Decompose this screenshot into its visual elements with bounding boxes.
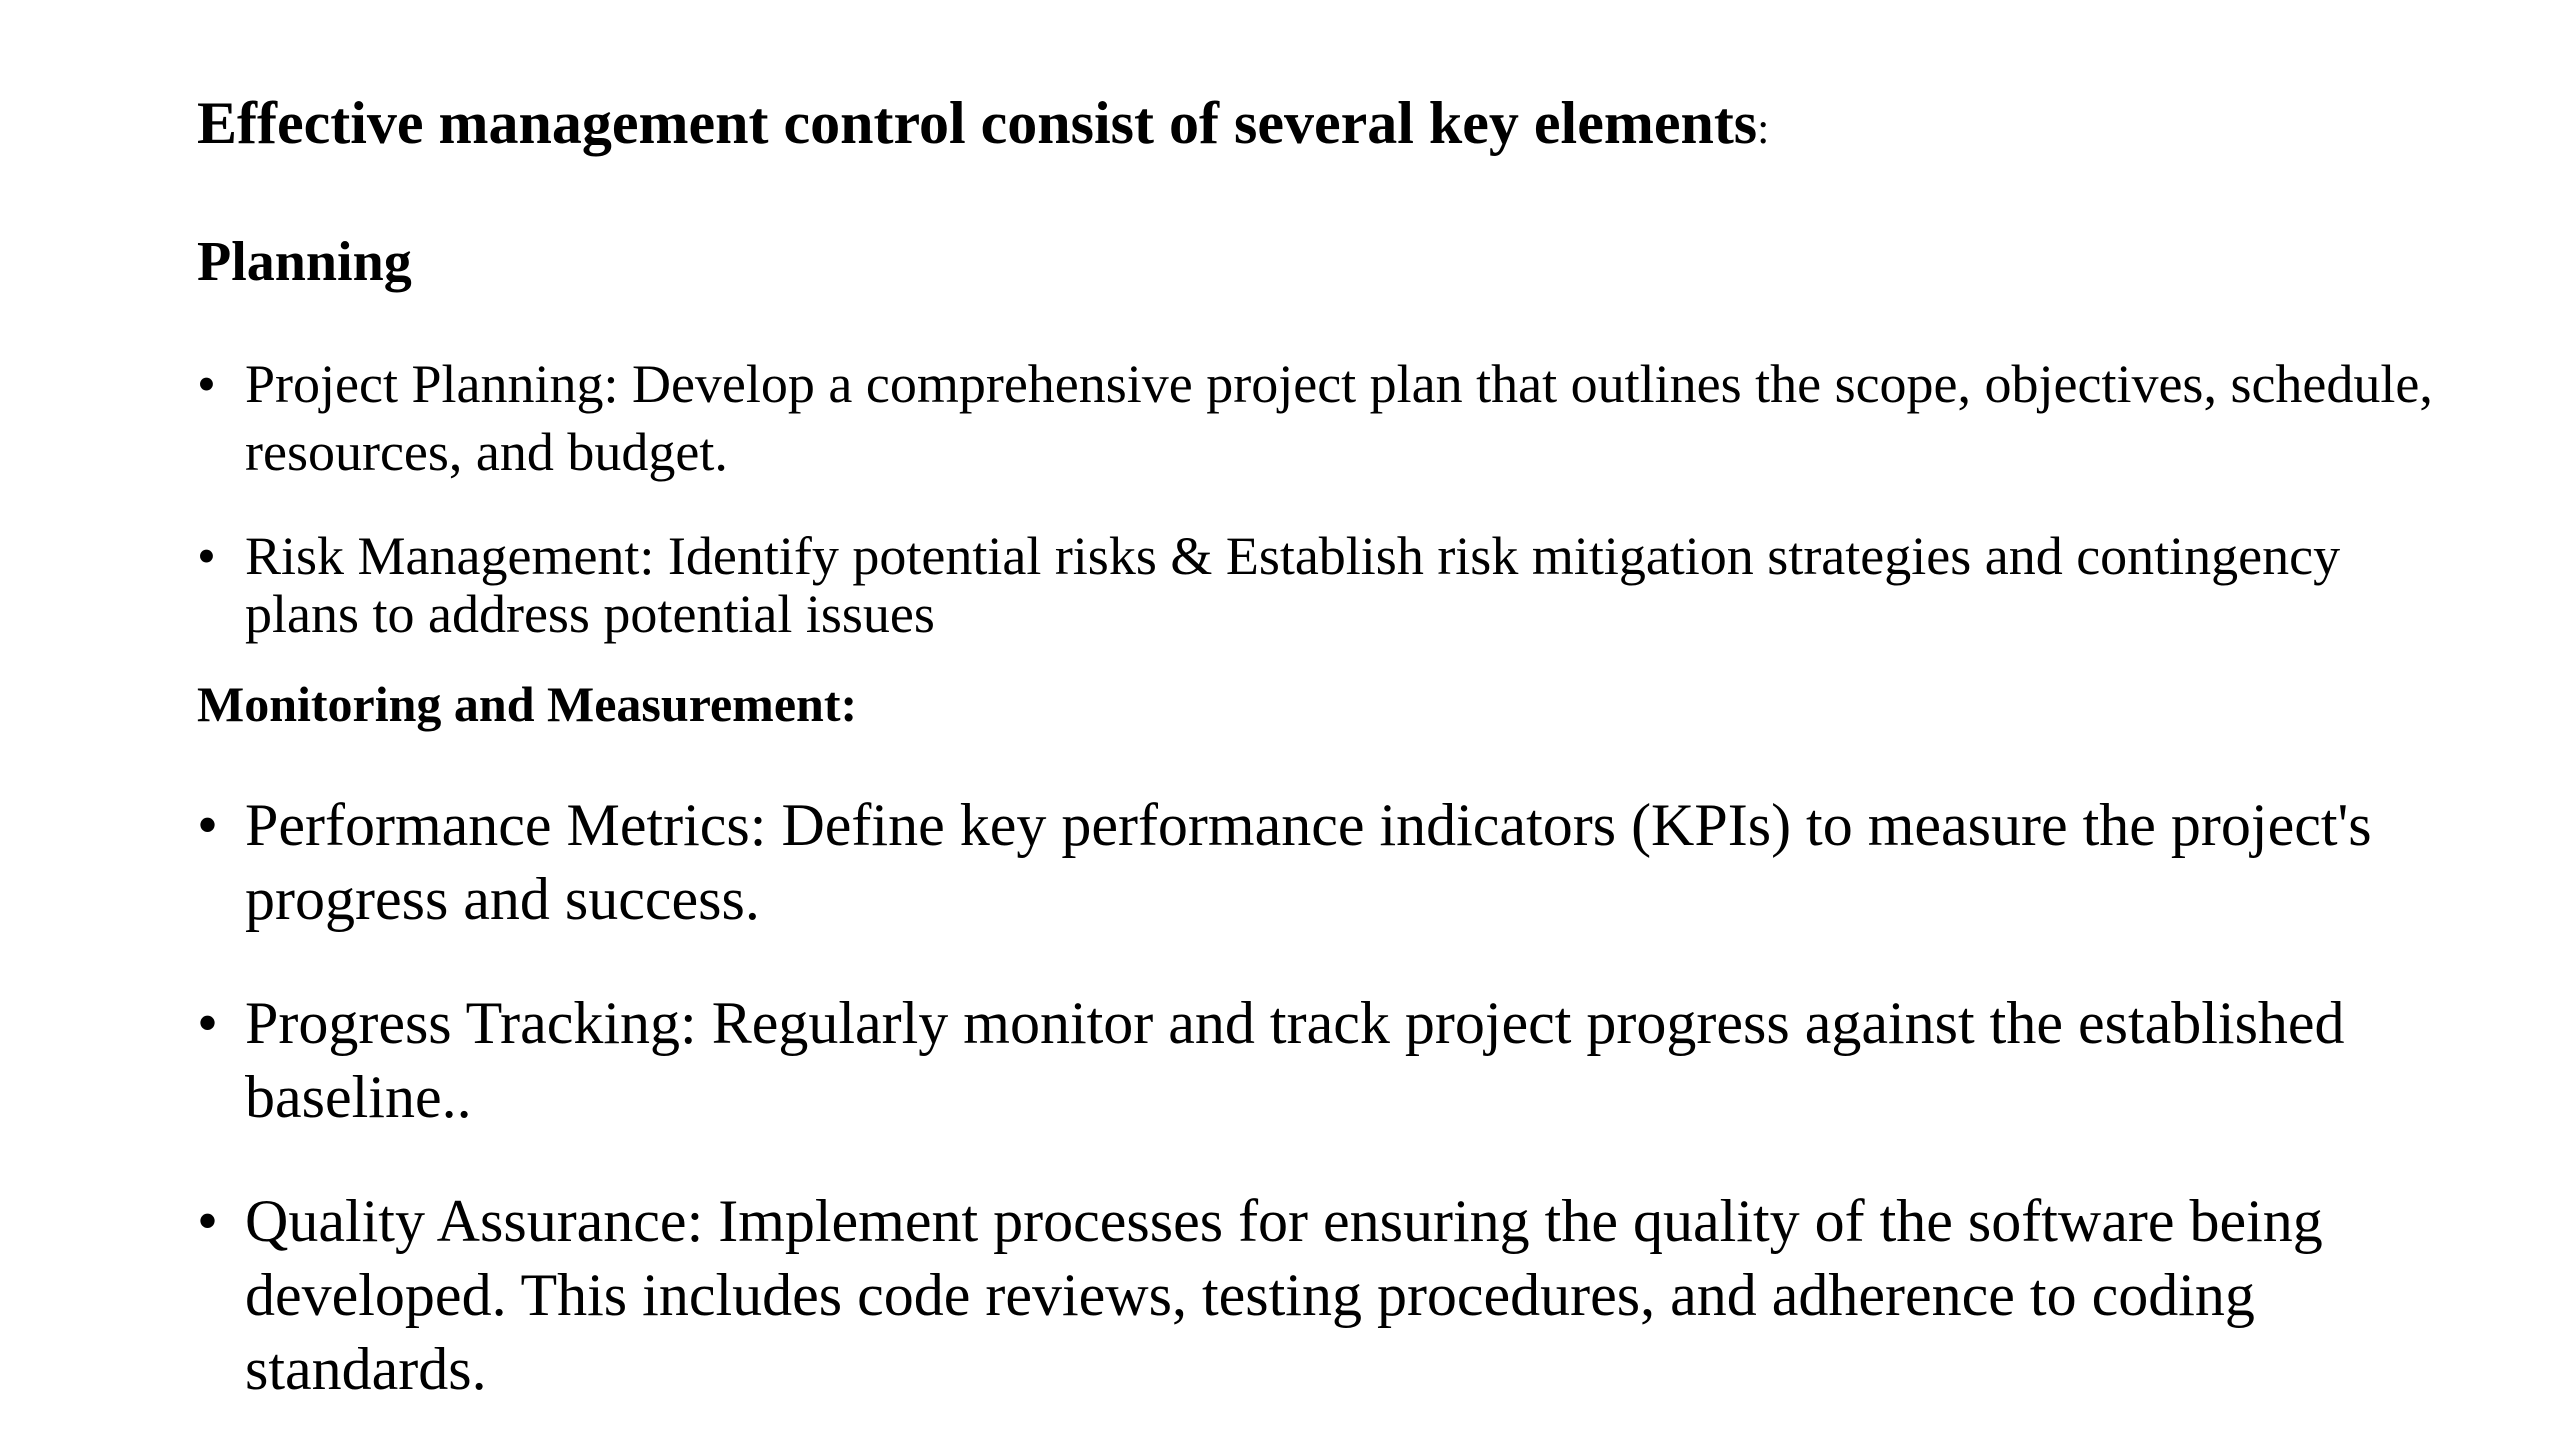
bullet-text: Progress Tracking: Regularly monitor and track project progress against the established baseline.. — [245, 990, 2345, 1130]
bullet-risk-management — [197, 527, 2457, 643]
bullet-dot: • — [197, 354, 216, 414]
bullet-text: Risk Management: Identify potential risks & Establish risk mitigation strategies and contingency plans to address potential issues — [245, 526, 2341, 644]
bullet-project-planning — [197, 350, 2457, 486]
section-heading-monitoring: Monitoring and Measurement: — [197, 676, 858, 732]
bullet-progress-tracking — [197, 986, 2457, 1134]
slide-title-text: Effective management control consist of several key elements — [197, 90, 1758, 156]
bullet-text: Project Planning: Develop a comprehensive project plan that outlines the scope, objectives, schedule, resources, and budget. — [245, 354, 2433, 482]
slide-title — [197, 88, 1769, 164]
bullet-performance-metrics — [197, 788, 2457, 936]
bullet-text: Performance Metrics: Define key performance indicators (KPIs) to measure the project's progress and success. — [245, 792, 2372, 932]
bullet-dot: • — [197, 526, 216, 586]
bullet-dot: • — [197, 792, 219, 858]
bullet-text: Quality Assurance: Implement processes for ensuring the quality of the software being developed. This includes code reviews, testing procedures, and adherence to coding standards. — [245, 1188, 2323, 1402]
section-heading-planning: Planning — [197, 231, 412, 293]
bullet-dot: • — [197, 990, 219, 1056]
bullet-quality-assurance — [197, 1184, 2457, 1406]
bullet-dot: • — [197, 1188, 219, 1254]
slide-title-colon: : — [1757, 104, 1770, 153]
